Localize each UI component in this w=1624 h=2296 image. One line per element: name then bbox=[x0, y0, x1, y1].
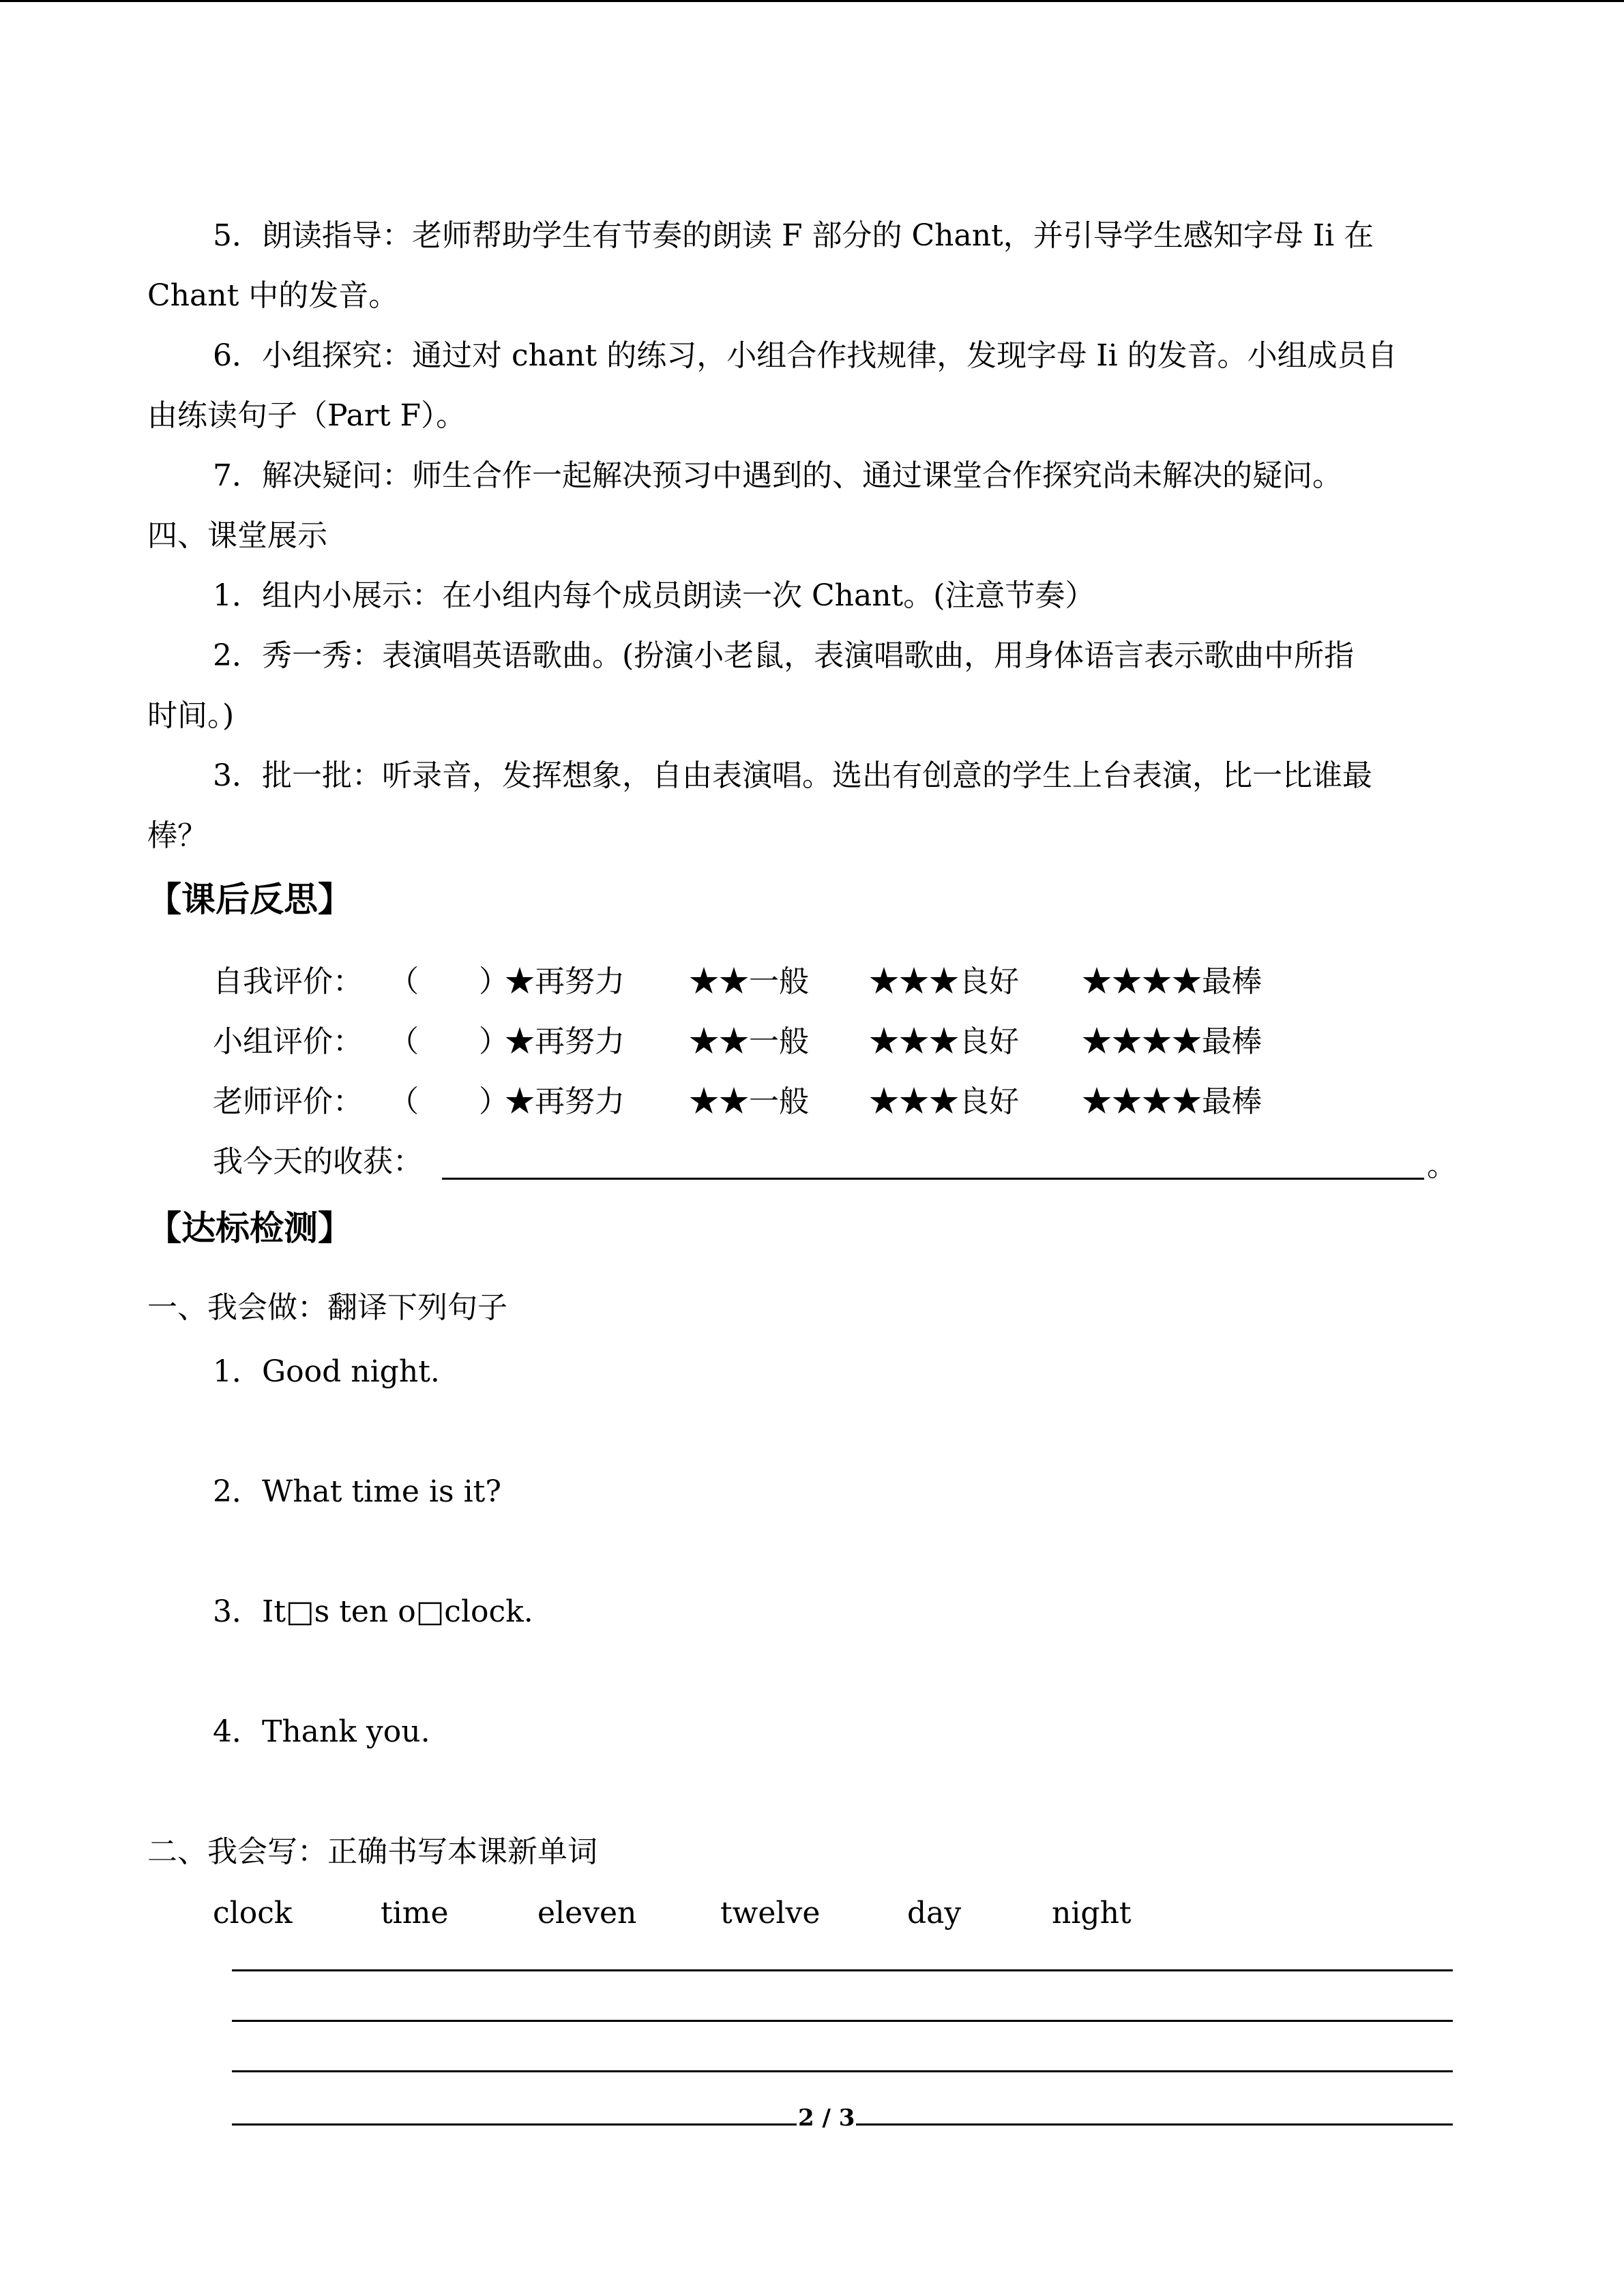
rating-four-stars: ★★★★最棒 bbox=[1082, 964, 1262, 999]
section-4-item-3-line-1: 3．批一批：听录音，发挥想象，自由表演唱。选出有创意的学生上台表演，比一比谁最 bbox=[213, 758, 1372, 793]
evaluation-blank: （ ） bbox=[389, 964, 509, 999]
step-6-line-2: 由练读句子（Part F）。 bbox=[147, 398, 467, 433]
test-part-1-title: 一、我会做：翻译下列句子 bbox=[147, 1290, 507, 1325]
rating-one-star: ★再努力 bbox=[505, 964, 625, 999]
evaluation-blank: （ ） bbox=[389, 1024, 509, 1059]
rating-two-stars: ★★一般 bbox=[689, 1024, 809, 1059]
vocab-word: night bbox=[1052, 1896, 1132, 1930]
rating-three-stars: ★★★良好 bbox=[869, 1024, 1019, 1059]
evaluation-blank: （ ） bbox=[389, 1084, 509, 1119]
evaluation-label: 小组评价： bbox=[213, 1024, 363, 1059]
step-6-line-1: 6．小组探究：通过对 chant 的练习，小组合作找规律，发现字母 Ii 的发音。小组成员自 bbox=[213, 338, 1398, 373]
section-4-item-3-line-2: 棒？ bbox=[147, 818, 207, 853]
test-heading: 【达标检测】 bbox=[147, 1208, 352, 1248]
harvest-end-mark: 。 bbox=[1427, 1148, 1457, 1183]
section-4-item-2-line-2: 时间。) bbox=[147, 698, 235, 733]
evaluation-label: 老师评价： bbox=[213, 1084, 363, 1119]
vocab-word: time bbox=[381, 1896, 449, 1930]
section-4-title: 四、课堂展示 bbox=[147, 518, 327, 553]
rating-two-stars: ★★一般 bbox=[689, 1084, 809, 1119]
harvest-answer-line[interactable] bbox=[442, 1178, 1424, 1180]
rating-one-star: ★再努力 bbox=[505, 1024, 625, 1059]
translation-sentence-1: 1．Good night. bbox=[213, 1354, 440, 1389]
writing-line[interactable] bbox=[232, 1969, 1453, 1971]
rating-one-star: ★再努力 bbox=[505, 1084, 625, 1119]
vocab-word: clock bbox=[213, 1896, 293, 1930]
section-4-item-2-line-1: 2．秀一秀：表演唱英语歌曲。(扮演小老鼠，表演唱歌曲，用身体语言表示歌曲中所指 bbox=[213, 638, 1355, 673]
step-5-line-1: 5．朗读指导：老师帮助学生有节奏的朗读 F 部分的 Chant，并引导学生感知字母 Ii 在 bbox=[213, 218, 1374, 253]
page-number: 2 / 3 bbox=[798, 2104, 855, 2132]
rating-four-stars: ★★★★最棒 bbox=[1082, 1024, 1262, 1059]
vocab-word: day bbox=[907, 1896, 962, 1930]
test-part-2-title: 二、我会写：正确书写本课新单词 bbox=[147, 1834, 597, 1869]
translation-sentence-4: 4．Thank you. bbox=[213, 1714, 430, 1749]
vocab-word: twelve bbox=[720, 1896, 821, 1930]
translation-sentence-2: 2．What time is it? bbox=[213, 1474, 501, 1509]
rating-four-stars: ★★★★最棒 bbox=[1082, 1084, 1262, 1119]
writing-line[interactable] bbox=[232, 2020, 1453, 2022]
harvest-label: 我今天的收获： bbox=[213, 1144, 423, 1179]
vocab-word: eleven bbox=[537, 1896, 637, 1930]
translation-sentence-3: 3．It□s ten o□clock. bbox=[213, 1594, 533, 1629]
step-5-line-2: Chant 中的发音。 bbox=[147, 278, 399, 313]
section-4-item-1: 1．组内小展示：在小组内每个成员朗读一次 Chant。(注意节奏） bbox=[213, 578, 1095, 613]
rating-three-stars: ★★★良好 bbox=[869, 964, 1019, 999]
rating-two-stars: ★★一般 bbox=[689, 964, 809, 999]
step-7: 7．解决疑问：师生合作一起解决预习中遇到的、通过课堂合作探究尚未解决的疑问。 bbox=[213, 458, 1342, 493]
rating-three-stars: ★★★良好 bbox=[869, 1084, 1019, 1119]
writing-line[interactable] bbox=[232, 2070, 1453, 2072]
reflection-heading: 【课后反思】 bbox=[147, 879, 352, 919]
top-border bbox=[0, 0, 1624, 2]
evaluation-label: 自我评价： bbox=[213, 964, 363, 999]
